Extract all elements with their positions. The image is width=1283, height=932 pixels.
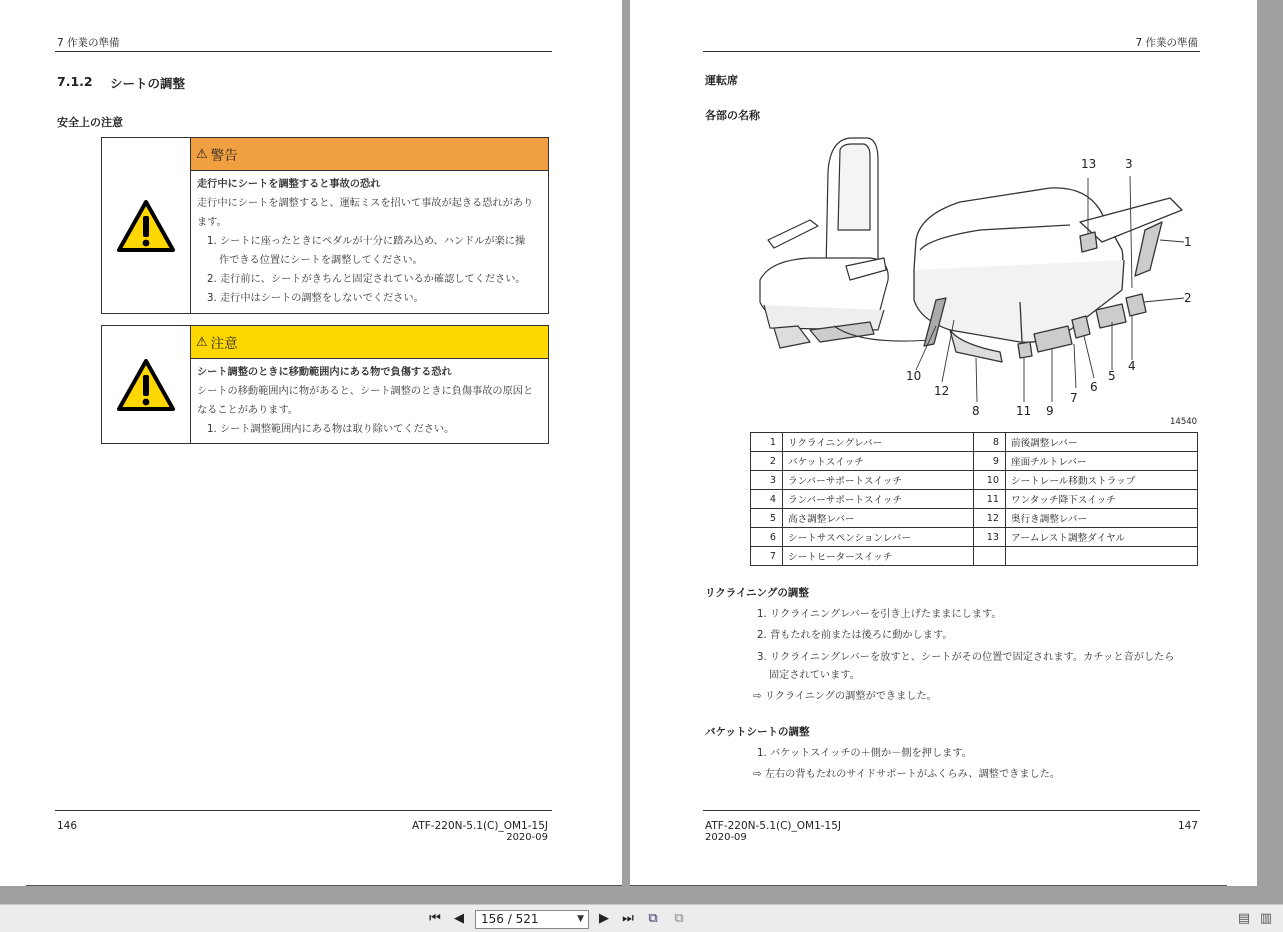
footer-rule	[703, 810, 1200, 811]
callout-11: 11	[1016, 404, 1032, 418]
lever-6-shape	[1072, 316, 1090, 338]
footer-rule	[55, 810, 552, 811]
part-label: 高さ調整レバー	[783, 509, 974, 528]
part-number: 11	[974, 490, 1006, 509]
callout-7: 7	[1070, 391, 1078, 405]
switch-11-shape	[1018, 342, 1032, 358]
callout-4: 4	[1128, 359, 1136, 373]
parts-table	[750, 432, 1198, 566]
running-head: 7 作業の準備	[1135, 37, 1198, 49]
recline-step-3-cont: 固定されています。	[769, 670, 860, 681]
caution-icon-cell	[102, 326, 191, 443]
warning-item-3: 3. 走行中はシートの調整をしないでください。	[207, 293, 424, 304]
warning-text-1: 走行中にシートを調整すると、運転ミスを招いて事故が起きる恐れがあり	[197, 198, 534, 209]
warning-item-1a: 1. シートに座ったときにペダルが十分に踏み込め、ハンドルが楽に操	[207, 236, 526, 247]
part-number	[974, 547, 1006, 566]
figure-number: 14540	[1170, 417, 1198, 427]
part-label: リクライニングレバー	[783, 433, 974, 452]
bucket-result: ⇨ 左右の背もたれのサイドサポートがふくらみ、調整できました。	[753, 769, 1061, 780]
table-row	[751, 547, 1198, 566]
go-back-icon[interactable]: ⧉	[648, 911, 658, 926]
caution-lead: シート調整のときに移動範囲内にある物で負傷する恐れ	[197, 367, 452, 378]
callout-9: 9	[1046, 404, 1054, 418]
caution-header	[191, 326, 548, 359]
callout-10: 10	[906, 369, 922, 383]
lever-1-shape	[1135, 222, 1162, 276]
part-label: ランバーサポートスイッチ	[783, 490, 974, 509]
seat-diagram	[750, 130, 1200, 430]
caution-triangle-icon	[116, 358, 176, 412]
warning-box	[101, 137, 549, 314]
callout-13: 13	[1081, 157, 1097, 171]
first-page-button[interactable]: ⏮	[429, 911, 441, 926]
part-number: 10	[974, 471, 1006, 490]
running-head: 7 作業の準備	[57, 37, 120, 49]
header-rule	[55, 51, 552, 52]
switch-2-shape	[1126, 294, 1146, 316]
next-page-button[interactable]: ▶	[599, 911, 609, 926]
part-number: 4	[751, 490, 783, 509]
page-bottom-edge	[26, 885, 622, 886]
footer-page-number: 147	[1177, 820, 1198, 832]
callout-5: 5	[1108, 369, 1116, 383]
go-forward-icon[interactable]: ⧉	[674, 911, 684, 926]
warning-triangle-icon	[116, 199, 176, 253]
part-number: 2	[751, 452, 783, 471]
part-number: 9	[974, 452, 1006, 471]
alert-triangle-icon: ⚠	[196, 334, 208, 350]
caution-text-2: なることがあります。	[197, 405, 299, 416]
bucket-heading: バケットシートの調整	[705, 726, 810, 738]
footer-doc-id: ATF-220N-5.1(C)_OM1-15J	[705, 820, 842, 832]
chevron-down-icon: ▼	[577, 914, 584, 924]
part-number: 7	[751, 547, 783, 566]
dial-13-shape	[1080, 232, 1097, 252]
viewer-toolbar	[0, 904, 1283, 932]
footer-page-number: 146	[57, 820, 78, 832]
footer-doc-id: ATF-220N-5.1(C)_OM1-15J	[411, 820, 548, 832]
section-number: 7.1.2	[57, 74, 93, 89]
part-label: アームレスト調整ダイヤル	[1006, 528, 1198, 547]
page-indicator: 156 / 521	[481, 912, 539, 926]
recline-step-1: 1. リクライニングレバーを引き上げたままにします。	[757, 609, 1002, 620]
part-number: 12	[974, 509, 1006, 528]
part-number: 6	[751, 528, 783, 547]
bucket-step-1: 1. バケットスイッチの＋側か－側を押します。	[757, 748, 972, 759]
caution-text-1: シートの移動範囲内に物があると、シート調整のときに負傷事故の原因と	[197, 386, 534, 397]
part-number: 3	[751, 471, 783, 490]
armrest-left-shape	[768, 220, 818, 248]
part-label: 前後調整レバー	[1006, 433, 1198, 452]
warning-header	[191, 138, 548, 171]
part-number: 13	[974, 528, 1006, 547]
part-number: 1	[751, 433, 783, 452]
warning-body	[197, 175, 542, 308]
warning-lead: 走行中にシートを調整すると事故の恐れ	[197, 179, 381, 190]
warning-text-2: ます。	[197, 217, 227, 228]
caution-box	[101, 325, 549, 444]
previous-page-button[interactable]: ◀	[454, 911, 464, 926]
callout-3: 3	[1125, 157, 1133, 171]
two-page-view-icon[interactable]: ▥	[1259, 911, 1273, 926]
recline-step-2: 2. 背もたれを前または後ろに動かします。	[757, 630, 953, 641]
footer-date: 2020-09	[705, 832, 747, 843]
part-label: シートレール移動ストラップ	[1006, 471, 1198, 490]
table-row	[751, 471, 1198, 490]
callout-1: 1	[1184, 235, 1192, 249]
section-title: シートの調整	[110, 76, 186, 91]
table-row	[751, 509, 1198, 528]
driver-seat-heading: 運転席	[705, 74, 738, 87]
part-label: ランバーサポートスイッチ	[783, 471, 974, 490]
warning-label: 警告	[210, 148, 238, 164]
page-146	[0, 0, 622, 886]
headrest-shape	[838, 144, 870, 230]
part-label	[1006, 547, 1198, 566]
parts-heading: 各部の名称	[705, 109, 760, 122]
callout-2: 2	[1184, 291, 1192, 305]
recline-heading: リクライニングの調整	[705, 587, 809, 599]
table-row	[751, 433, 1198, 452]
part-label: バケットスイッチ	[783, 452, 974, 471]
caution-body	[197, 363, 542, 439]
callout-8: 8	[972, 404, 980, 418]
warning-icon-cell	[102, 138, 191, 313]
table-row	[751, 490, 1198, 509]
part-label: シートヒータースイッチ	[783, 547, 974, 566]
page-number-select[interactable]	[475, 910, 589, 929]
recline-result: ⇨ リクライニングの調整ができました。	[753, 691, 937, 702]
safety-heading: 安全上の注意	[57, 116, 123, 129]
part-label: 座面チルトレバー	[1006, 452, 1198, 471]
caution-label: 注意	[210, 336, 238, 352]
header-rule	[703, 51, 1200, 52]
callout-6: 6	[1090, 380, 1098, 394]
lever-5-shape	[1096, 304, 1126, 328]
part-label: シートサスペンションレバー	[783, 528, 974, 547]
recline-step-3: 3. リクライニングレバーを放すと、シートがその位置で固定されます。カチッと音がしたら	[757, 652, 1175, 663]
warning-item-1b: 作できる位置にシートを調整してください。	[219, 255, 423, 266]
page-bottom-edge	[630, 885, 1227, 886]
warning-item-2: 2. 走行前に、シートがきちんと固定されているか確認してください。	[207, 274, 526, 285]
part-number: 5	[751, 509, 783, 528]
last-page-button[interactable]: ⏭	[622, 911, 634, 926]
part-label: 奥行き調整レバー	[1006, 509, 1198, 528]
part-number: 8	[974, 433, 1006, 452]
part-label: ワンタッチ降下スイッチ	[1006, 490, 1198, 509]
table-row	[751, 452, 1198, 471]
caution-item-1: 1. シート調整範囲内にある物は取り除いてください。	[207, 424, 455, 435]
callout-12: 12	[934, 384, 950, 398]
single-page-view-icon[interactable]: ▤	[1237, 911, 1251, 926]
table-row	[751, 528, 1198, 547]
seat-rail-shape	[774, 326, 810, 348]
footer-date: 2020-09	[506, 832, 548, 843]
alert-triangle-icon: ⚠	[196, 146, 208, 162]
